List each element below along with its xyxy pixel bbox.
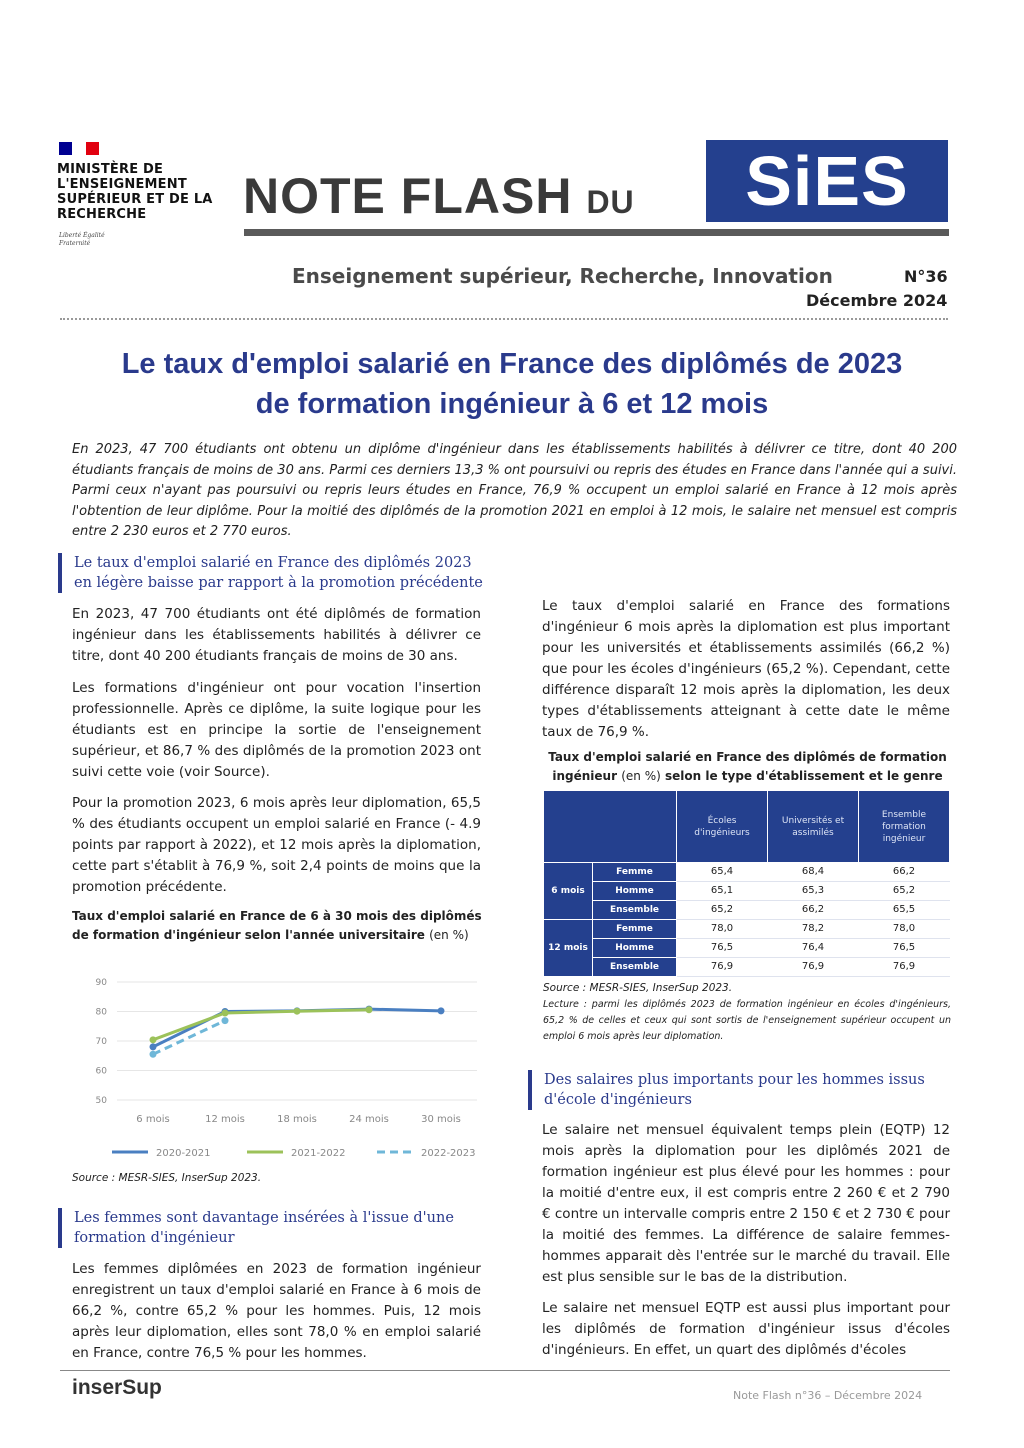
header-rule xyxy=(244,229,949,236)
intro-summary: En 2023, 47 700 étudiants ont obtenu un diplôme d'ingénieur dans les établissements habilités à délivrer ce titre, dont 40 200 étudiants français de moins de 30 ans. Parmi ces derniers 13,3 % ont poursuivi ou repris des études en France dans l'année qui a suivi. Parmi ceux n'ayant pas poursuivi ou repris leurs études en France, 76,9 % occupent un emploi salarié en France à 12 mois après l'obtention de leur diplôme. Pour la moitié des diplômés de la promotion 2021 en emploi à 12 mois, le salaire net mensuel est compris entre 2 230 euros et 2 770 euros. xyxy=(72,442,957,539)
paragraph-women-rate: Les femmes diplômées en 2023 de formation ingénieur enregistrent un taux d'emploi salarié en France à 6 mois de 66,2 %, contre 65,2 % pour les hommes. Puis, 12 mois après leur diplomation, elles sont 78,0 % en emploi salarié en France, contre 76,5 % pour les hommes. xyxy=(72,1261,481,1361)
table-cell: 65,5 xyxy=(859,901,950,920)
table-row-label: Femme xyxy=(593,863,677,882)
table-cell: 65,2 xyxy=(677,901,768,920)
issue-number: N°36 xyxy=(904,267,948,286)
table-cell: 66,2 xyxy=(859,863,950,882)
footer-rule xyxy=(60,1370,950,1371)
table-cell: 78,2 xyxy=(768,920,859,939)
table-cell: 68,4 xyxy=(768,863,859,882)
insersup-brand-text: inserSup xyxy=(72,1376,162,1399)
chart-series-line xyxy=(153,1010,369,1040)
chart-legend-label: 2021-2022 xyxy=(291,1148,346,1159)
insersup-logo xyxy=(72,1374,162,1402)
dotted-divider xyxy=(60,318,948,320)
table-caption xyxy=(545,748,950,786)
table-caption-text: Taux d'emploi salarié en France des diplômés de formation ingénieur xyxy=(548,750,947,783)
table-corner-cell xyxy=(544,791,677,863)
table-cell: 78,0 xyxy=(677,920,768,939)
table-header-row xyxy=(544,791,950,863)
table-row-label: Homme xyxy=(593,939,677,958)
table-caption-end: selon le type d'établissement et le genre xyxy=(664,769,943,783)
table-row xyxy=(544,920,950,939)
chart-caption-text: Taux d'emploi salarié en France de 6 à 30 mois des diplômés de formation d'ingénieur selon l'année universitaire xyxy=(72,909,482,942)
table-cell: 76,5 xyxy=(859,939,950,958)
table-cell: 65,4 xyxy=(677,863,768,882)
chart-legend-label: 2022-2023 xyxy=(421,1148,476,1159)
table-reading-note: Lecture : parmi les diplômés 2023 de formation ingénieur en écoles d'ingénieurs, 65,2 % de celles et ceux qui sont sortis de l'enseignement supérieur occupent un emploi 6 mois après leur diplomation. xyxy=(543,999,951,1042)
table-cell: 76,9 xyxy=(768,958,859,977)
chart-point xyxy=(222,1009,229,1016)
employment-rate-line-chart xyxy=(72,960,492,1170)
table-row xyxy=(544,882,950,901)
table-cell: 65,2 xyxy=(859,882,950,901)
table-row-label: Ensemble xyxy=(593,958,677,977)
footer-note: Note Flash n°36 – Décembre 2024 xyxy=(733,1389,923,1402)
table-row xyxy=(544,939,950,958)
chart-point xyxy=(294,1008,301,1015)
table-header-cell: Universités et assimilés xyxy=(768,791,859,863)
table-cell: 66,2 xyxy=(768,901,859,920)
main-title xyxy=(80,344,944,424)
table-cell: 65,1 xyxy=(677,882,768,901)
chart-source: Source : MESR-SIES, InserSup 2023. xyxy=(72,1172,262,1184)
paragraph-salary-gender: Le salaire net mensuel équivalent temps plein (EQTP) 12 mois après la diplomation pour les diplômés 2021 de formation ingénieur est plus élevé pour les hommes : pour la moitié d'entre eux, il est compris entre 2 260 € et 2 790 € contre un intervalle compris entre 2 150 € et 2 730 € pour la moitié des femmes. La différence de salaire femmes-hommes apparait dès l'entrée sur le marché du travail. Elle est plus sensible sur le bas de la distribution. xyxy=(542,1122,950,1285)
table-header-cell: Écoles d'ingénieurs xyxy=(677,791,768,863)
chart-x-tick-label: 12 mois xyxy=(205,1114,245,1125)
chart-point xyxy=(150,1036,157,1043)
table-group-label: 6 mois xyxy=(544,863,593,920)
chart-y-tick-label: 80 xyxy=(95,1007,107,1018)
table-row xyxy=(544,901,950,920)
section-heading-salaries: Des salaires plus importants pour les hommes issus d'école d'ingénieurs xyxy=(528,1070,954,1110)
note-flash-label: NOTE FLASH xyxy=(243,168,573,224)
chart-y-tick-label: 60 xyxy=(95,1066,107,1077)
republic-motto: Liberté Égalité Fraternité xyxy=(59,232,105,247)
issue-date: Décembre 2024 xyxy=(806,291,948,310)
chart-point xyxy=(150,1051,157,1058)
table-cell: 65,3 xyxy=(768,882,859,901)
publication-subtitle: Enseignement supérieur, Recherche, Innovation xyxy=(292,264,833,288)
table-row xyxy=(544,958,950,977)
chart-legend-label: 2020-2021 xyxy=(156,1148,211,1159)
chart-x-tick-label: 30 mois xyxy=(421,1114,461,1125)
republic-flag-logo xyxy=(59,142,99,155)
sies-logo: SiES xyxy=(706,140,948,222)
chart-point xyxy=(438,1007,445,1014)
paragraph-establishment-type: Le taux d'emploi salarié en France des formations d'ingénieur 6 mois après la diplomation est plus important pour les universités et établissements assimilés (66,2 %) que pour les écoles d'ingénieurs (65,2 %). Cependant, cette différence disparaît 12 mois après la diplomation, les deux types d'établissements atteignant à cette date le même taux de 76,9 %. xyxy=(542,598,950,740)
table-row-label: Homme xyxy=(593,882,677,901)
chart-y-tick-label: 70 xyxy=(95,1037,107,1047)
note-flash-title xyxy=(243,168,635,230)
section-heading-women: Les femmes sont davantage insérées à l'issue d'une formation d'ingénieur xyxy=(58,1208,484,1248)
chart-point xyxy=(150,1043,157,1050)
table-row-label: Femme xyxy=(593,920,677,939)
chart-point xyxy=(222,1017,229,1024)
paragraph-2023-promotion: Pour la promotion 2023, 6 mois après leur diplomation, 65,5 % des étudiants occupent un emploi salarié en France (- 4.9 points par rapport à 2022), et 12 mois après la diplomation, cette part s'établit à 76,9 %, soit 2,4 points de moins que la promotion précédente. xyxy=(72,795,481,895)
note-flash-du: DU xyxy=(586,184,635,220)
chart-x-tick-label: 18 mois xyxy=(277,1114,317,1125)
paragraph-professional-insertion: Les formations d'ingénieur ont pour vocation l'insertion professionnelle. Après ce diplôme, la suite logique pour les étudiants est en principe la sortie de l'enseignement supérieur, et 86,7 % des diplômés de la promotion 2023 ont suivi cette voie (voir Source). xyxy=(72,680,481,780)
paragraph-salary-schools: Le salaire net mensuel EQTP est aussi plus important pour les diplômés de formation d'ingénieur issus d'écoles d'ingénieurs. En effet, un quart des diplômés d'écoles xyxy=(542,1300,950,1358)
table-cell: 76,9 xyxy=(677,958,768,977)
table-source: Source : MESR-SIES, InserSup 2023. xyxy=(543,982,733,994)
chart-point xyxy=(366,1006,373,1013)
chart-x-tick-label: 24 mois xyxy=(349,1114,389,1125)
chart-x-tick-label: 6 mois xyxy=(136,1114,170,1125)
table-caption-unit: (en %) xyxy=(621,769,661,783)
chart-y-tick-label: 50 xyxy=(95,1096,107,1106)
table-cell: 76,4 xyxy=(768,939,859,958)
table-cell: 78,0 xyxy=(859,920,950,939)
table-cell: 76,9 xyxy=(859,958,950,977)
table-row-label: Ensemble xyxy=(593,901,677,920)
chart-caption-unit: (en %) xyxy=(429,928,469,942)
chart-y-tick-label: 90 xyxy=(95,978,107,988)
section-heading-employment-rate: Le taux d'emploi salarié en France des diplômés 2023 en légère baisse par rapport à la promotion précédente xyxy=(58,553,484,593)
table-row xyxy=(544,863,950,882)
chart-caption xyxy=(72,907,484,945)
table-cell: 76,5 xyxy=(677,939,768,958)
table-header-cell: Ensemble formation ingénieur xyxy=(859,791,950,863)
main-title-line-2: de formation ingénieur à 6 et 12 mois xyxy=(255,388,769,420)
employment-rate-table xyxy=(543,790,950,977)
paragraph-graduates-count: En 2023, 47 700 étudiants ont été diplômés de formation ingénieur dans les établissements habilités à délivrer ce titre, dont 40 200 étudiants français de moins de 30 ans. xyxy=(72,606,481,664)
ministry-name: MINISTÈRE DE L'ENSEIGNEMENT SUPÉRIEUR ET DE LA RECHERCHE xyxy=(57,162,213,222)
main-title-line-1: Le taux d'emploi salarié en France des diplômés de 2023 xyxy=(121,348,903,380)
table-group-label: 12 mois xyxy=(544,920,593,977)
